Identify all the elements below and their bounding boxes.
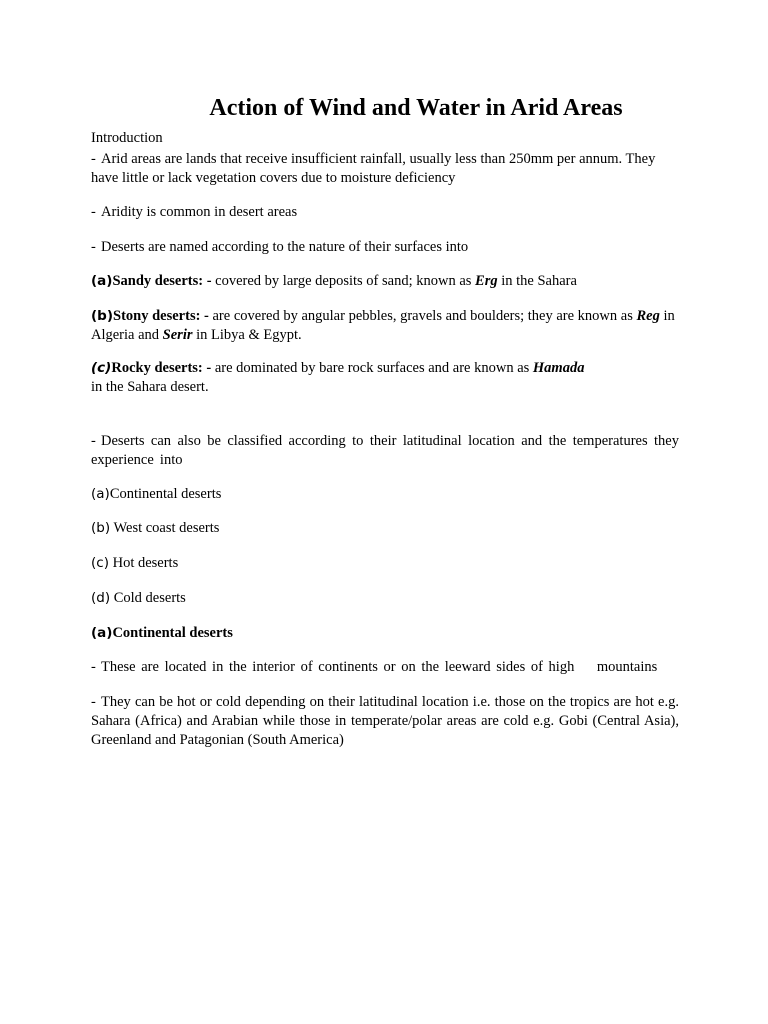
class-item-west-coast: (b) West coast deserts — [91, 520, 220, 536]
bullet-dash: - — [91, 204, 96, 220]
term-erg: Erg — [475, 273, 498, 289]
bullet-dash: - — [91, 433, 96, 449]
term-heading: Stony deserts: - — [113, 308, 209, 324]
term-heading: Rocky deserts: - — [111, 360, 212, 376]
class-item-cold: (d) Cold deserts — [91, 590, 186, 606]
paragraph-desert-naming: - Deserts are named according to the nature of their surfaces into — [91, 239, 469, 255]
desert-type-stony: (b)Stony deserts: - are covered by angular pebbles, gravels and boulders; they are known as Reg in Algeria and Serir in Libya & Egypt. — [91, 308, 675, 343]
term-reg: Reg — [636, 308, 660, 324]
paragraph-hot-or-cold: - They can be hot or cold depending on their latitudinal location i.e. those on the tropics are hot e.g. Sahara (Africa) and Arabian while those in temperate/polar areas are cold e.g. Gobi (Central Asia), Greenland and Patagonian (South America) — [91, 694, 679, 748]
paragraph-location: - These are located in the interior of continents or on the leeward sides of high mountains — [91, 659, 658, 675]
list-marker: (c) — [91, 360, 112, 376]
list-marker: (a) — [91, 273, 113, 289]
desert-type-sandy: (a)Sandy deserts: - covered by large deposits of sand; known as Erg in the Sahara — [91, 273, 577, 289]
document-title: Action of Wind and Water in Arid Areas — [209, 95, 623, 121]
term-heading: Sandy deserts: - — [112, 273, 212, 289]
paragraph-arid-areas: - Arid areas are lands that receive insufficient rainfall, usually less than 250mm per annum. They have little or lack vegetation covers due to moisture deficiency — [91, 151, 656, 186]
list-marker: (b) — [91, 308, 114, 324]
list-marker: (a) — [91, 625, 113, 641]
section-heading-continental: (a)Continental deserts — [91, 625, 233, 641]
intro-heading: Introduction — [91, 130, 163, 146]
class-item-hot: (c) Hot deserts — [91, 555, 179, 571]
bullet-dash: - — [91, 694, 96, 710]
list-marker: (c) — [91, 555, 109, 571]
paragraph-classification: - Deserts can also be classified according to their latitudinal location and the temperatures they experience into — [91, 433, 679, 468]
paragraph-aridity: - Aridity is common in desert areas — [91, 204, 298, 220]
list-marker: (a) — [91, 486, 110, 502]
bullet-dash: - — [91, 151, 96, 167]
list-marker: (d) — [91, 590, 111, 606]
list-marker: (b) — [91, 520, 111, 536]
class-item-continental: (a)Continental deserts — [91, 486, 222, 502]
term-hamada: Hamada — [532, 360, 585, 376]
bullet-dash: - — [91, 239, 96, 255]
bullet-dash: - — [91, 659, 96, 675]
desert-type-rocky: (c)Rocky deserts: - are dominated by bare rock surfaces and are known as Hamada in the Sahara desert. — [91, 360, 585, 395]
term-serir: Serir — [162, 327, 193, 343]
